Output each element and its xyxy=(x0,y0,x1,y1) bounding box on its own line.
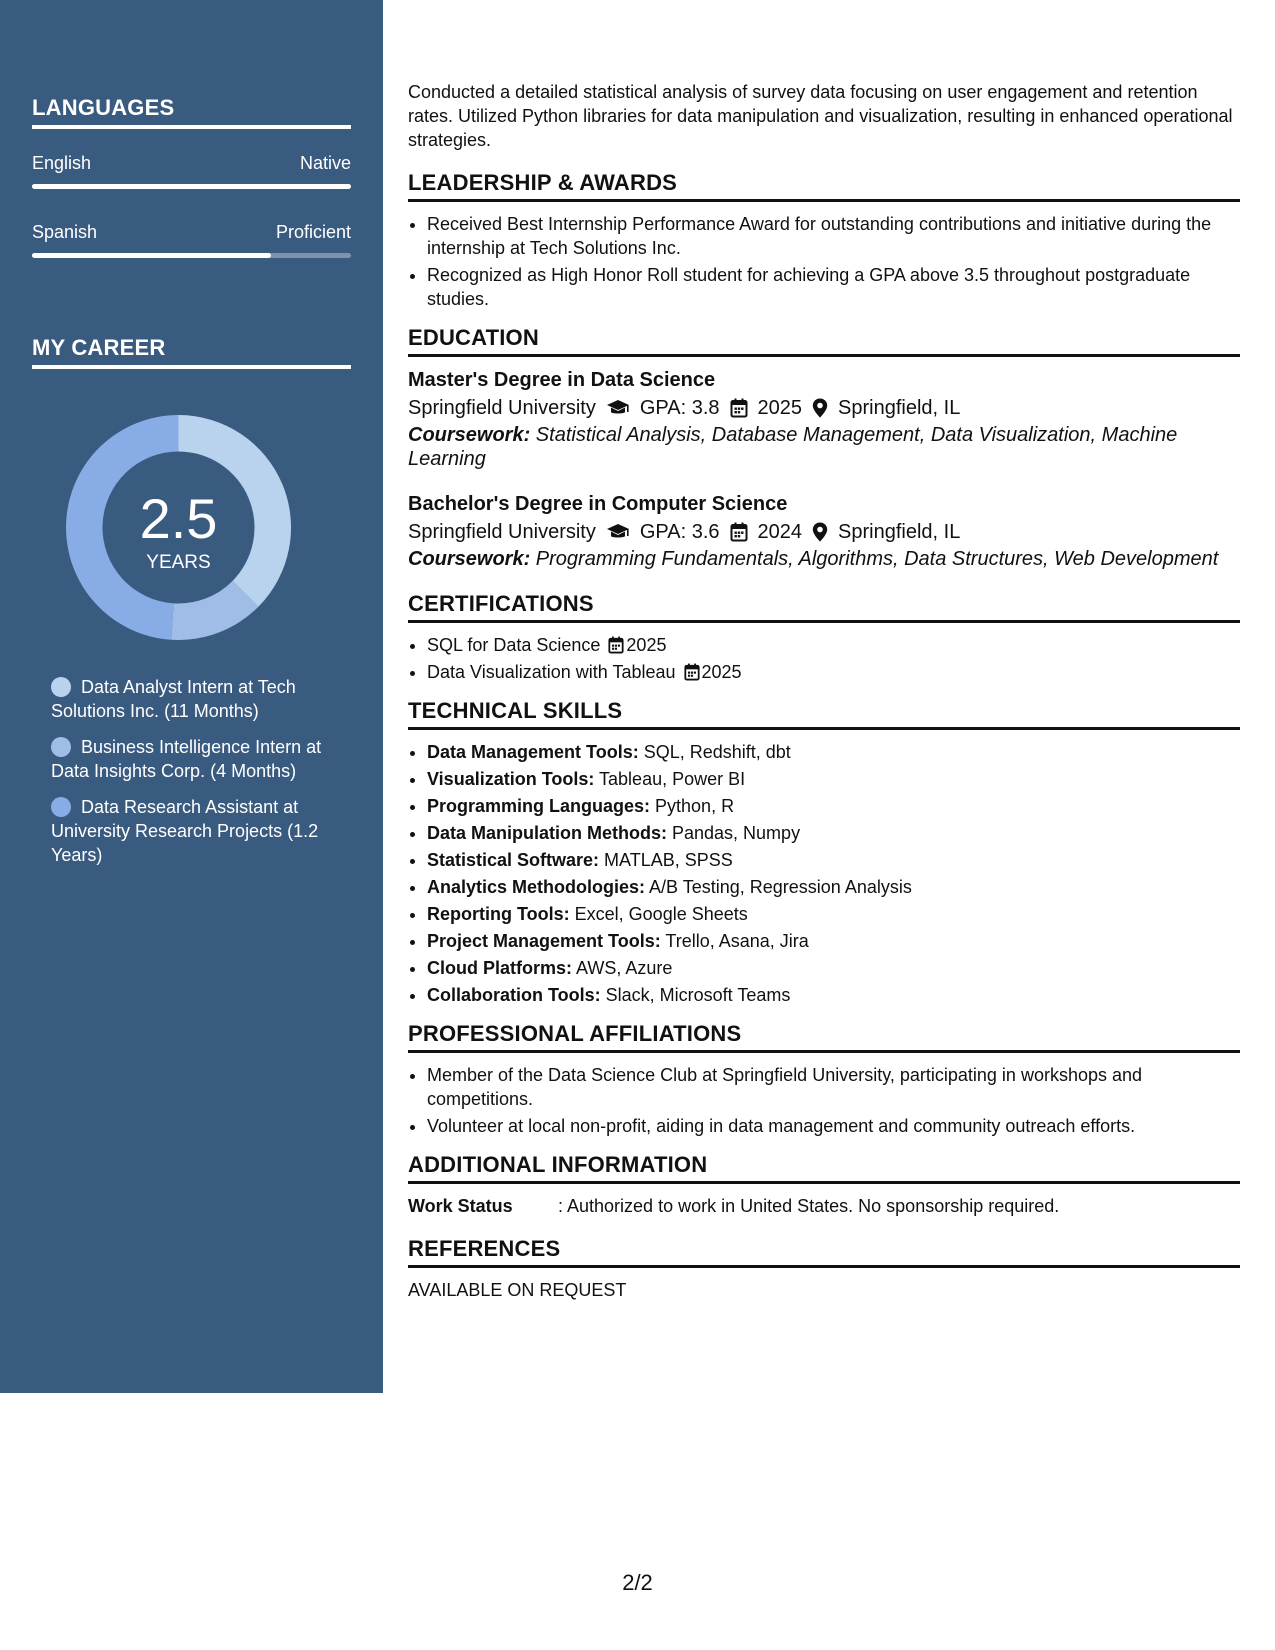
language-name: Spanish xyxy=(32,222,98,242)
skill-item xyxy=(427,740,1240,764)
calendar-icon xyxy=(730,522,748,542)
language-bar-fill xyxy=(32,253,271,258)
map-pin-icon xyxy=(812,398,828,418)
skill-value: Python, R xyxy=(650,796,735,816)
language-bar-fill xyxy=(32,184,351,189)
skill-value: Trello, Asana, Jira xyxy=(660,931,809,951)
map-pin-icon xyxy=(812,522,828,542)
sidebar xyxy=(0,0,383,1393)
skill-item xyxy=(427,794,1240,818)
skill-value: SQL, Redshift, dbt xyxy=(638,742,791,762)
skill-value: AWS, Azure xyxy=(572,958,673,978)
skill-label: Analytics Methodologies: xyxy=(427,877,646,897)
degree-location: Springfield, IL xyxy=(838,397,961,419)
skill-label: Project Management Tools: xyxy=(427,931,661,951)
career-total-value: 2.5 xyxy=(139,487,218,550)
degree-coursework xyxy=(408,547,1240,571)
certifications-list xyxy=(408,633,1240,684)
language-row-spanish xyxy=(32,222,351,243)
additional-heading: ADDITIONAL INFORMATION xyxy=(408,1152,1240,1184)
cert-name: Data Visualization with Tableau xyxy=(427,662,676,682)
list-item: • Member of the Data Science Club at Springfield University, participating in workshops and competitions. xyxy=(427,1063,1240,1111)
degree-year: 2024 xyxy=(757,521,803,543)
language-bar-english xyxy=(32,184,351,189)
career-heading: MY CAREER xyxy=(32,335,351,369)
main-content xyxy=(408,80,1240,1302)
skill-label: Visualization Tools: xyxy=(427,769,595,789)
list-item xyxy=(427,633,1240,657)
languages-heading: LANGUAGES xyxy=(32,95,351,129)
skill-item xyxy=(427,767,1240,791)
degree-location: Springfield, IL xyxy=(838,521,961,543)
skill-label: Reporting Tools: xyxy=(427,904,570,924)
skill-item xyxy=(427,848,1240,872)
calendar-icon xyxy=(684,663,700,681)
skill-label: Programming Languages: xyxy=(427,796,651,816)
career-list xyxy=(51,675,341,879)
degree-title: Bachelor's Degree in Computer Science xyxy=(408,493,788,515)
cert-year: 2025 xyxy=(626,635,667,655)
list-item xyxy=(427,660,1240,684)
career-total-unit: YEARS xyxy=(146,552,211,573)
skill-value: Excel, Google Sheets xyxy=(569,904,748,924)
career-donut-chart xyxy=(66,415,291,640)
career-item xyxy=(51,735,341,783)
graduation-cap-icon xyxy=(606,523,630,541)
skill-item xyxy=(427,902,1240,926)
cert-name: SQL for Data Science xyxy=(427,635,601,655)
skill-value: Slack, Microsoft Teams xyxy=(600,985,791,1005)
degree-meta xyxy=(408,517,1240,547)
career-dot-icon xyxy=(51,797,71,817)
skill-item xyxy=(427,929,1240,953)
degree-entry xyxy=(408,491,1240,571)
degree-school: Springfield University xyxy=(408,521,596,543)
degree-year: 2025 xyxy=(757,397,803,419)
language-name: English xyxy=(32,153,92,173)
skill-item xyxy=(427,983,1240,1007)
language-level: Proficient xyxy=(275,222,351,242)
career-item xyxy=(51,675,341,723)
degree-meta xyxy=(408,393,1240,423)
career-dot-icon xyxy=(51,737,71,757)
coursework-text: Programming Fundamentals, Algorithms, Data Structures, Web Development xyxy=(530,548,1219,570)
skill-label: Cloud Platforms: xyxy=(427,958,573,978)
degree-school: Springfield University xyxy=(408,397,596,419)
work-status-value: : Authorized to work in United States. No sponsorship required. xyxy=(558,1196,1060,1216)
leadership-list xyxy=(408,212,1240,311)
career-dot-icon xyxy=(51,677,71,697)
skill-item xyxy=(427,875,1240,899)
affiliations-list xyxy=(408,1063,1240,1138)
coursework-label: Coursework: xyxy=(408,424,531,446)
skill-value: Tableau, Power BI xyxy=(594,769,746,789)
coursework-text: Statistical Analysis, Database Management, Data Visualization, Machine Learning xyxy=(408,424,1178,470)
skill-item xyxy=(427,956,1240,980)
references-heading: REFERENCES xyxy=(408,1236,1240,1268)
skill-value: MATLAB, SPSS xyxy=(599,850,733,870)
education-heading: EDUCATION xyxy=(408,325,1240,357)
skill-item xyxy=(427,821,1240,845)
degree-gpa: GPA: 3.8 xyxy=(639,397,720,419)
summary-text: Conducted a detailed statistical analysis of survey data focusing on user engagement and retention rates. Utilized Python libraries for data manipulation and visualization, resulting in enhanced operational strategies. xyxy=(408,82,1233,150)
cert-year: 2025 xyxy=(701,662,742,682)
skill-value: A/B Testing, Regression Analysis xyxy=(645,877,912,897)
calendar-icon xyxy=(608,636,624,654)
skill-label: Collaboration Tools: xyxy=(427,985,601,1005)
list-item: • Recognized as High Honor Roll student for achieving a GPA above 3.5 throughout postgraduate studies. xyxy=(427,263,1240,311)
career-item xyxy=(51,795,341,867)
career-item-label: Data Analyst Intern at Tech Solutions Inc. (11 Months) xyxy=(51,677,296,721)
language-level: Native xyxy=(299,153,351,173)
career-item-label: Data Research Assistant at University Research Projects (1.2 Years) xyxy=(51,797,319,865)
skill-label: Statistical Software: xyxy=(427,850,600,870)
skill-value: Pandas, Numpy xyxy=(667,823,801,843)
degree-entry xyxy=(408,367,1240,471)
certifications-heading: CERTIFICATIONS xyxy=(408,591,1240,623)
language-row-english xyxy=(32,153,351,174)
degree-coursework xyxy=(408,423,1240,471)
affiliations-heading: PROFESSIONAL AFFILIATIONS xyxy=(408,1021,1240,1053)
coursework-label: Coursework: xyxy=(408,548,531,570)
work-status-row xyxy=(408,1194,1240,1218)
skill-label: Data Manipulation Methods: xyxy=(427,823,667,843)
list-item: • Volunteer at local non-profit, aiding in data management and community outreach efforts. xyxy=(427,1114,1240,1138)
list-item: • Received Best Internship Performance Award for outstanding contributions and initiative during the internship at Tech Solutions Inc. xyxy=(427,212,1240,260)
work-status-label: Work Status xyxy=(408,1196,513,1216)
skills-list xyxy=(408,740,1240,1007)
skill-label: Data Management Tools: xyxy=(427,742,639,762)
language-bar-spanish xyxy=(32,253,351,258)
skills-heading: TECHNICAL SKILLS xyxy=(408,698,1240,730)
degree-gpa: GPA: 3.6 xyxy=(639,521,720,543)
references-text: AVAILABLE ON REQUEST xyxy=(408,1280,627,1300)
career-item-label: Business Intelligence Intern at Data Insights Corp. (4 Months) xyxy=(51,737,322,781)
page-number: 2/2 xyxy=(622,1570,653,1595)
leadership-heading: LEADERSHIP & AWARDS xyxy=(408,170,1240,202)
calendar-icon xyxy=(730,398,748,418)
graduation-cap-icon xyxy=(606,399,630,417)
degree-title: Master's Degree in Data Science xyxy=(408,369,716,391)
